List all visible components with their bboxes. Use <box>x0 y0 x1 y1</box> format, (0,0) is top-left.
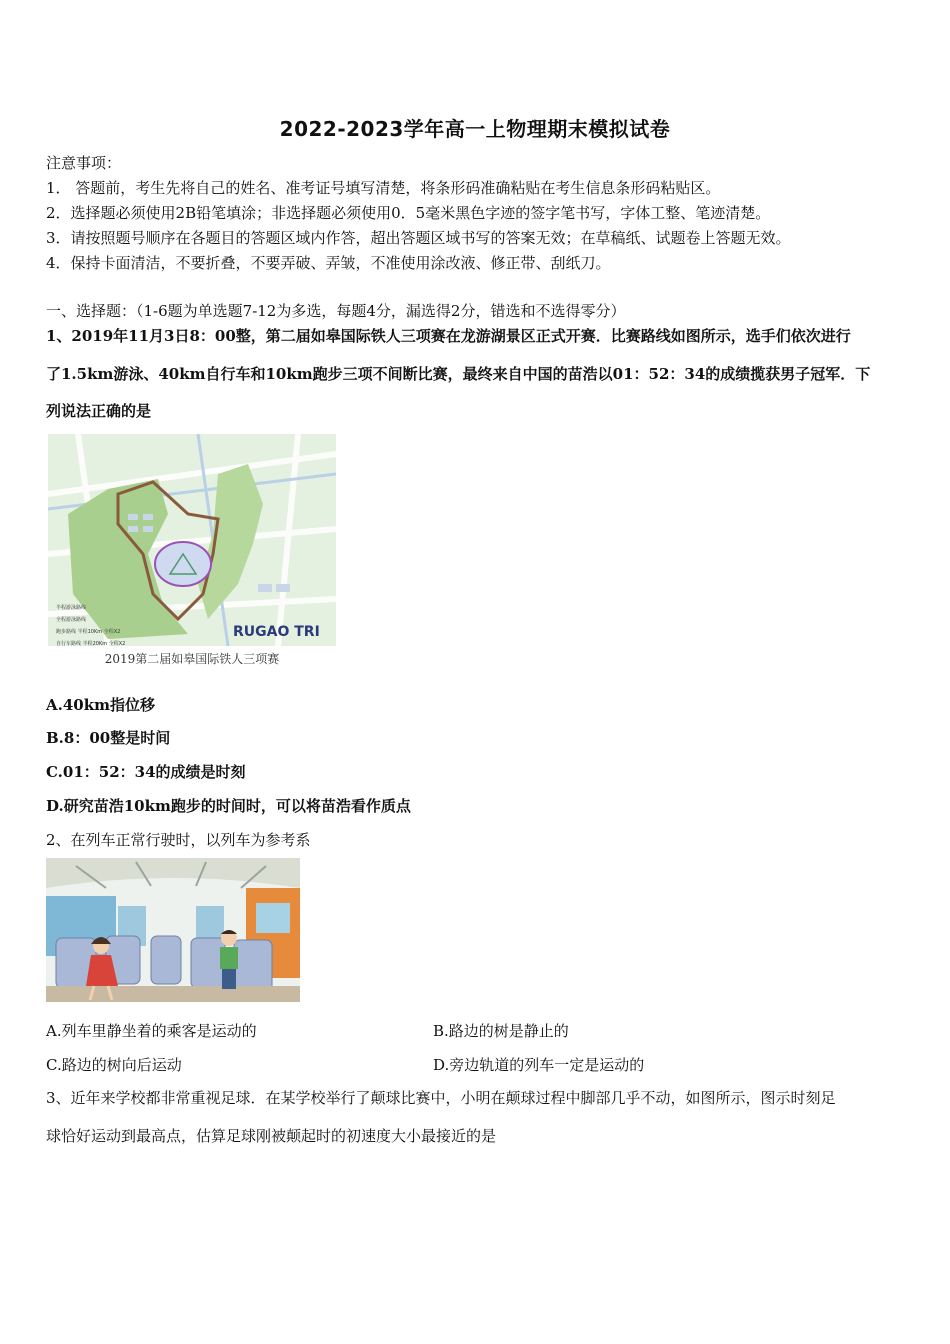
q2-option-d: D.旁边轨道的列车一定是运动的 <box>433 1056 645 1074</box>
notice-heading: 注意事项： <box>46 154 122 172</box>
q1-option-d: D.研究苗浩10km跑步的时间时，可以将苗浩看作质点 <box>46 797 411 815</box>
race-logo: RUGAO TRI <box>233 624 320 640</box>
q3-stem-line-1: 3、近年来学校都非常重视足球．在某学校举行了颠球比赛中，小明在颠球过程中脚部几乎不动，如图所示，图示时刻足 <box>46 1089 836 1107</box>
q1-stem-line-1: 1、2019年11月3日8：00整，第二届如皋国际铁人三项赛在龙游湖景区正式开赛．比赛路线如图所示，选手们依次进行 <box>46 327 851 345</box>
q2-option-a: A.列车里静坐着的乘客是运动的 <box>46 1022 257 1040</box>
map-caption: 2019第二届如皋国际铁人三项赛 <box>104 652 280 666</box>
q1-stem-line-2: 了1.5km游泳、40km自行车和10km跑步三项不间断比赛，最终来自中国的苗浩以01：52：34的成绩揽获男子冠军．下 <box>46 365 871 383</box>
q2-option-b: B.路边的树是静止的 <box>433 1022 569 1040</box>
section-heading: 一、选择题：（1-6题为单选题7-12为多选，每题4分，漏选得2分，错选和不选得零分） <box>46 302 626 320</box>
q2-stem: 2、在列车正常行驶时，以列车为参考系 <box>46 831 311 849</box>
notice-item-3: 3．请按照题号顺序在各题目的答题区域内作答，超出答题区域书写的答案无效；在草稿纸、试题卷上答题无效。 <box>46 229 791 247</box>
map-legend <box>56 602 125 646</box>
notice-item-4: 4．保持卡面清洁，不要折叠，不要弄破、弄皱，不准使用涂改液、修正带、刮纸刀。 <box>46 254 611 272</box>
boy-passenger <box>220 930 238 989</box>
q3-stem-line-2: 球恰好运动到最高点，估算足球刚被颠起时的初速度大小最接近的是 <box>46 1127 497 1145</box>
legend-item: 半程游泳路线 <box>56 605 87 611</box>
notice-item-1: 1． 答题前，考生先将自己的姓名、准考证号填写清楚，将条形码准确粘贴在考生信息条形码粘贴区。 <box>46 179 721 197</box>
legend-item: 自行车路线 半程20Km 全程X2 <box>56 641 126 646</box>
legend-item: 跑步路线 半程10Km 全程X2 <box>56 629 121 635</box>
q2-option-c: C.路边的树向后运动 <box>46 1056 182 1074</box>
page-title: 2022-2023学年高一上物理期末模拟试卷 <box>279 117 671 141</box>
race-route-map <box>48 434 336 646</box>
q1-option-b: B.8：00整是时间 <box>46 729 171 747</box>
notice-item-2: 2．选择题必须使用2B铅笔填涂；非选择题必须使用0．5毫米黑色字迹的签字笔书写，字体工整、笔迹清楚。 <box>46 204 771 222</box>
q1-option-a: A.40km指位移 <box>46 696 155 714</box>
q1-option-c: C.01：52：34的成绩是时刻 <box>46 763 246 781</box>
q1-stem-line-3: 列说法正确的是 <box>46 402 152 420</box>
legend-item: 全程游泳路线 <box>56 617 87 623</box>
train-drawing <box>46 858 300 1002</box>
train-interior-illustration <box>46 858 300 1002</box>
